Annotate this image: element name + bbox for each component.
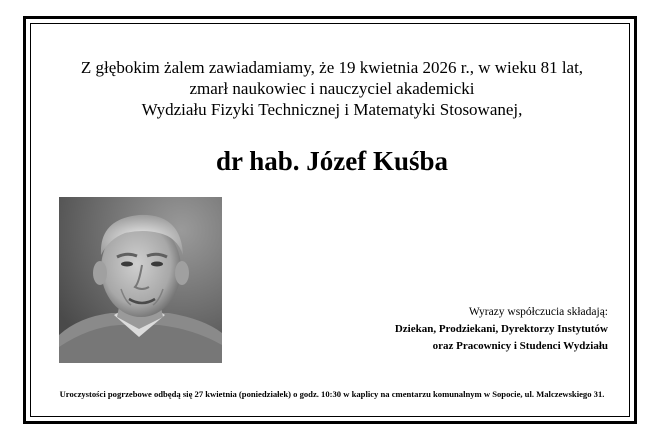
portrait-photo-illustration bbox=[59, 197, 222, 363]
announcement-line-3: Wydziału Fizyki Technicznej i Matematyki Stosowanej, bbox=[141, 100, 523, 119]
announcement-text bbox=[0, 57, 664, 120]
condolences-block bbox=[395, 304, 608, 355]
portrait-photo bbox=[59, 197, 222, 363]
condolences-line-1: Dziekan, Prodziekani, Dyrektorzy Instytutów bbox=[394, 323, 608, 335]
condolences-line-2: oraz Pracownicy i Studenci Wydziału bbox=[432, 340, 608, 352]
deceased-name: dr hab. Józef Kuśba bbox=[215, 146, 449, 176]
condolences-intro: Wyrazy współczucia składają: bbox=[468, 306, 608, 318]
funeral-info: Uroczystości pogrzebowe odbędą się 27 kwietnia (poniedziałek) o godz. 10:30 w kaplicy na cmentarzu komunalnym w Sopocie, ul. Malczewskiego 31. bbox=[59, 389, 605, 399]
announcement-line-1: Z głębokim żalem zawiadamiamy, że 19 kwietnia 2026 r., w wieku 81 lat, bbox=[80, 58, 584, 77]
announcement-line-2: zmarł naukowiec i nauczyciel akademicki bbox=[189, 79, 475, 98]
